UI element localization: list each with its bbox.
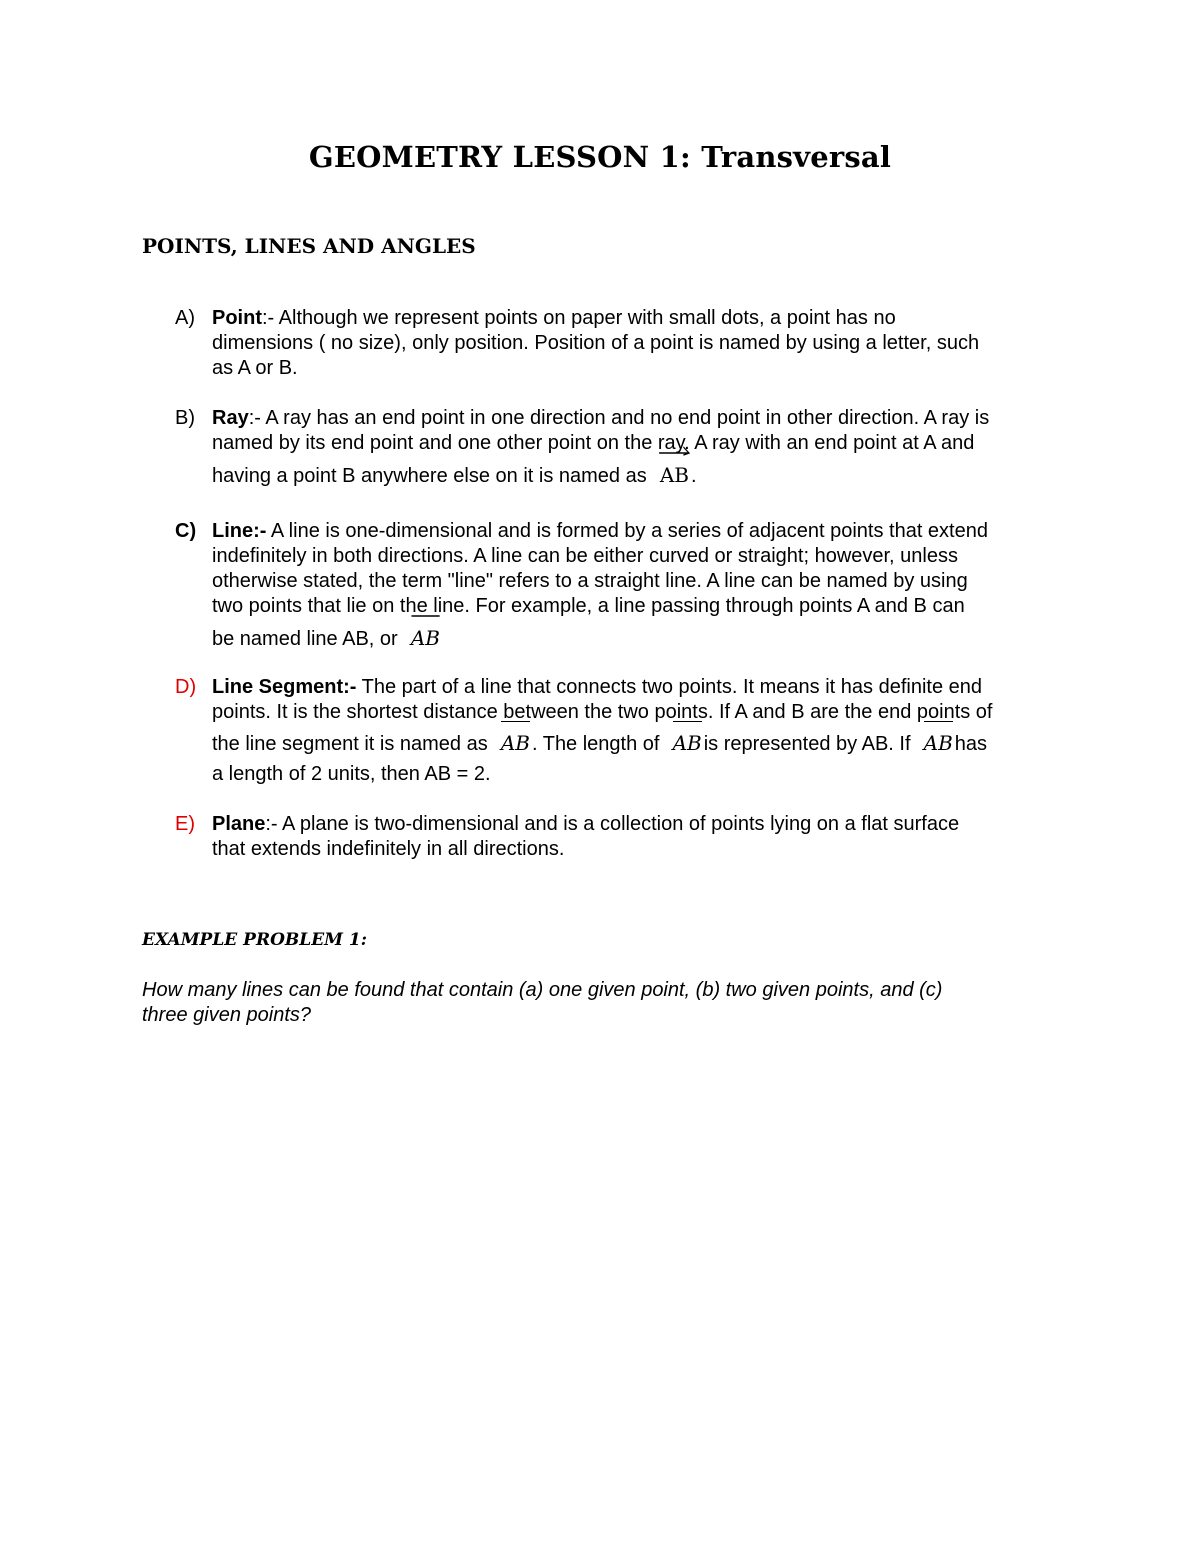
definition-text: a length of 2 units, then AB = 2. [212, 763, 491, 785]
example-question: How many lines can be found that contain (a) one given point, (b) two given points, and (c) three given points? [142, 979, 943, 1026]
item-marker: D) [175, 676, 197, 698]
ray-arrow-icon [658, 444, 691, 456]
segment-notation: AB [499, 725, 532, 761]
definition-text: be named line AB, or [212, 628, 398, 650]
definition-text: as A or B. [212, 357, 298, 379]
document-page: GEOMETRY LESSON 1: Transversal POINTS, LINES AND ANGLES A) Point:- Although we represent points on paper with small dots, a point has no dimensions ( no size), only position. Position of a point is named by using a letter, such as A or B. B) Ray:- A ray has an end point in one direction and no end point in other direction. A ray is named by its end point and one other point on the ray. A ray with an end point at A and having a point B anywhere else on it is named as AB . C) Line:- A line is one-dimensional and is formed by a series of adjacent points that extend indefinitely in both directions. A line can be either curved or straight; however, unless otherwise stated, the term "line" refers to a straight line. A line can be named by using two points that lie on the line. For example, a line passing through points A and B can be named line AB, or AB D) Line Segment:- The part of a line that connects two points. It means it has definite end points. It is the shortest distance between the two points. If A and B are the end points of the line segment it is named as AB . The length of AB is represented by AB. If AB has a length of 2 units, then AB = 2. E) Plane:- A plane is two-dimensional and is a collection of points lying on a flat surface that extends indefinitely in all directions. EXAMPLE PROBLEM 1: How many lines can be found that contain (a) one given point, (b) two given points, and (c) three given points? [0, 0, 1200, 1553]
example-heading: EXAMPLE PROBLEM 1: [142, 930, 368, 950]
definition-text: dimensions ( no size), only position. Position of a point is named by using a letter, such [212, 332, 980, 354]
definition-text: A ray has an end point in one direction and no end point in other direction. A ray is [260, 407, 990, 429]
item-marker: E) [175, 813, 195, 835]
definition-text: having a point B anywhere else on it is named as [212, 465, 647, 487]
ray-notation: AB [658, 456, 691, 494]
item-marker: B) [175, 407, 195, 429]
definition-text: that extends indefinitely in all directions. [212, 838, 565, 860]
definition-text: The part of a line that connects two points. It means it has definite end [356, 676, 983, 698]
document-title: GEOMETRY LESSON 1: Transversal [308, 140, 892, 174]
definition-text: indefinitely in both directions. A line can be either curved or straight; however, unless [212, 545, 958, 567]
item-marker: C) [175, 520, 197, 542]
line-notation: AB [409, 619, 442, 657]
definition-text: two points that lie on the line. For example, a line passing through points A and B can [212, 595, 965, 617]
line-arrows-icon [409, 607, 442, 619]
definition-text: A plane is two-dimensional and is a collection of points lying on a flat surface [277, 813, 960, 835]
definition-text: A line is one-dimensional and is formed by a series of adjacent points that extend [266, 520, 988, 542]
segment-notation: AB [922, 725, 955, 761]
definition-text: Although we represent points on paper with small dots, a point has no [274, 307, 896, 329]
definition-text: otherwise stated, the term "line" refers to a straight line. A line can be named by using [212, 570, 968, 592]
segment-notation: AB [671, 725, 704, 761]
term-point: Point [212, 307, 262, 329]
term-line-segment: Line Segment:- [212, 676, 357, 698]
definition-text: points. It is the shortest distance between the two points. If A and B are the end points of [212, 701, 993, 723]
section-heading: POINTS, LINES AND ANGLES [142, 234, 476, 258]
definition-text: named by its end point and one other point on the ray. A ray with an end point at A and [212, 432, 975, 454]
term-line: Line:- [212, 520, 267, 542]
term-ray: Ray [212, 407, 249, 429]
item-marker: A) [175, 307, 195, 329]
term-plane: Plane [212, 813, 266, 835]
